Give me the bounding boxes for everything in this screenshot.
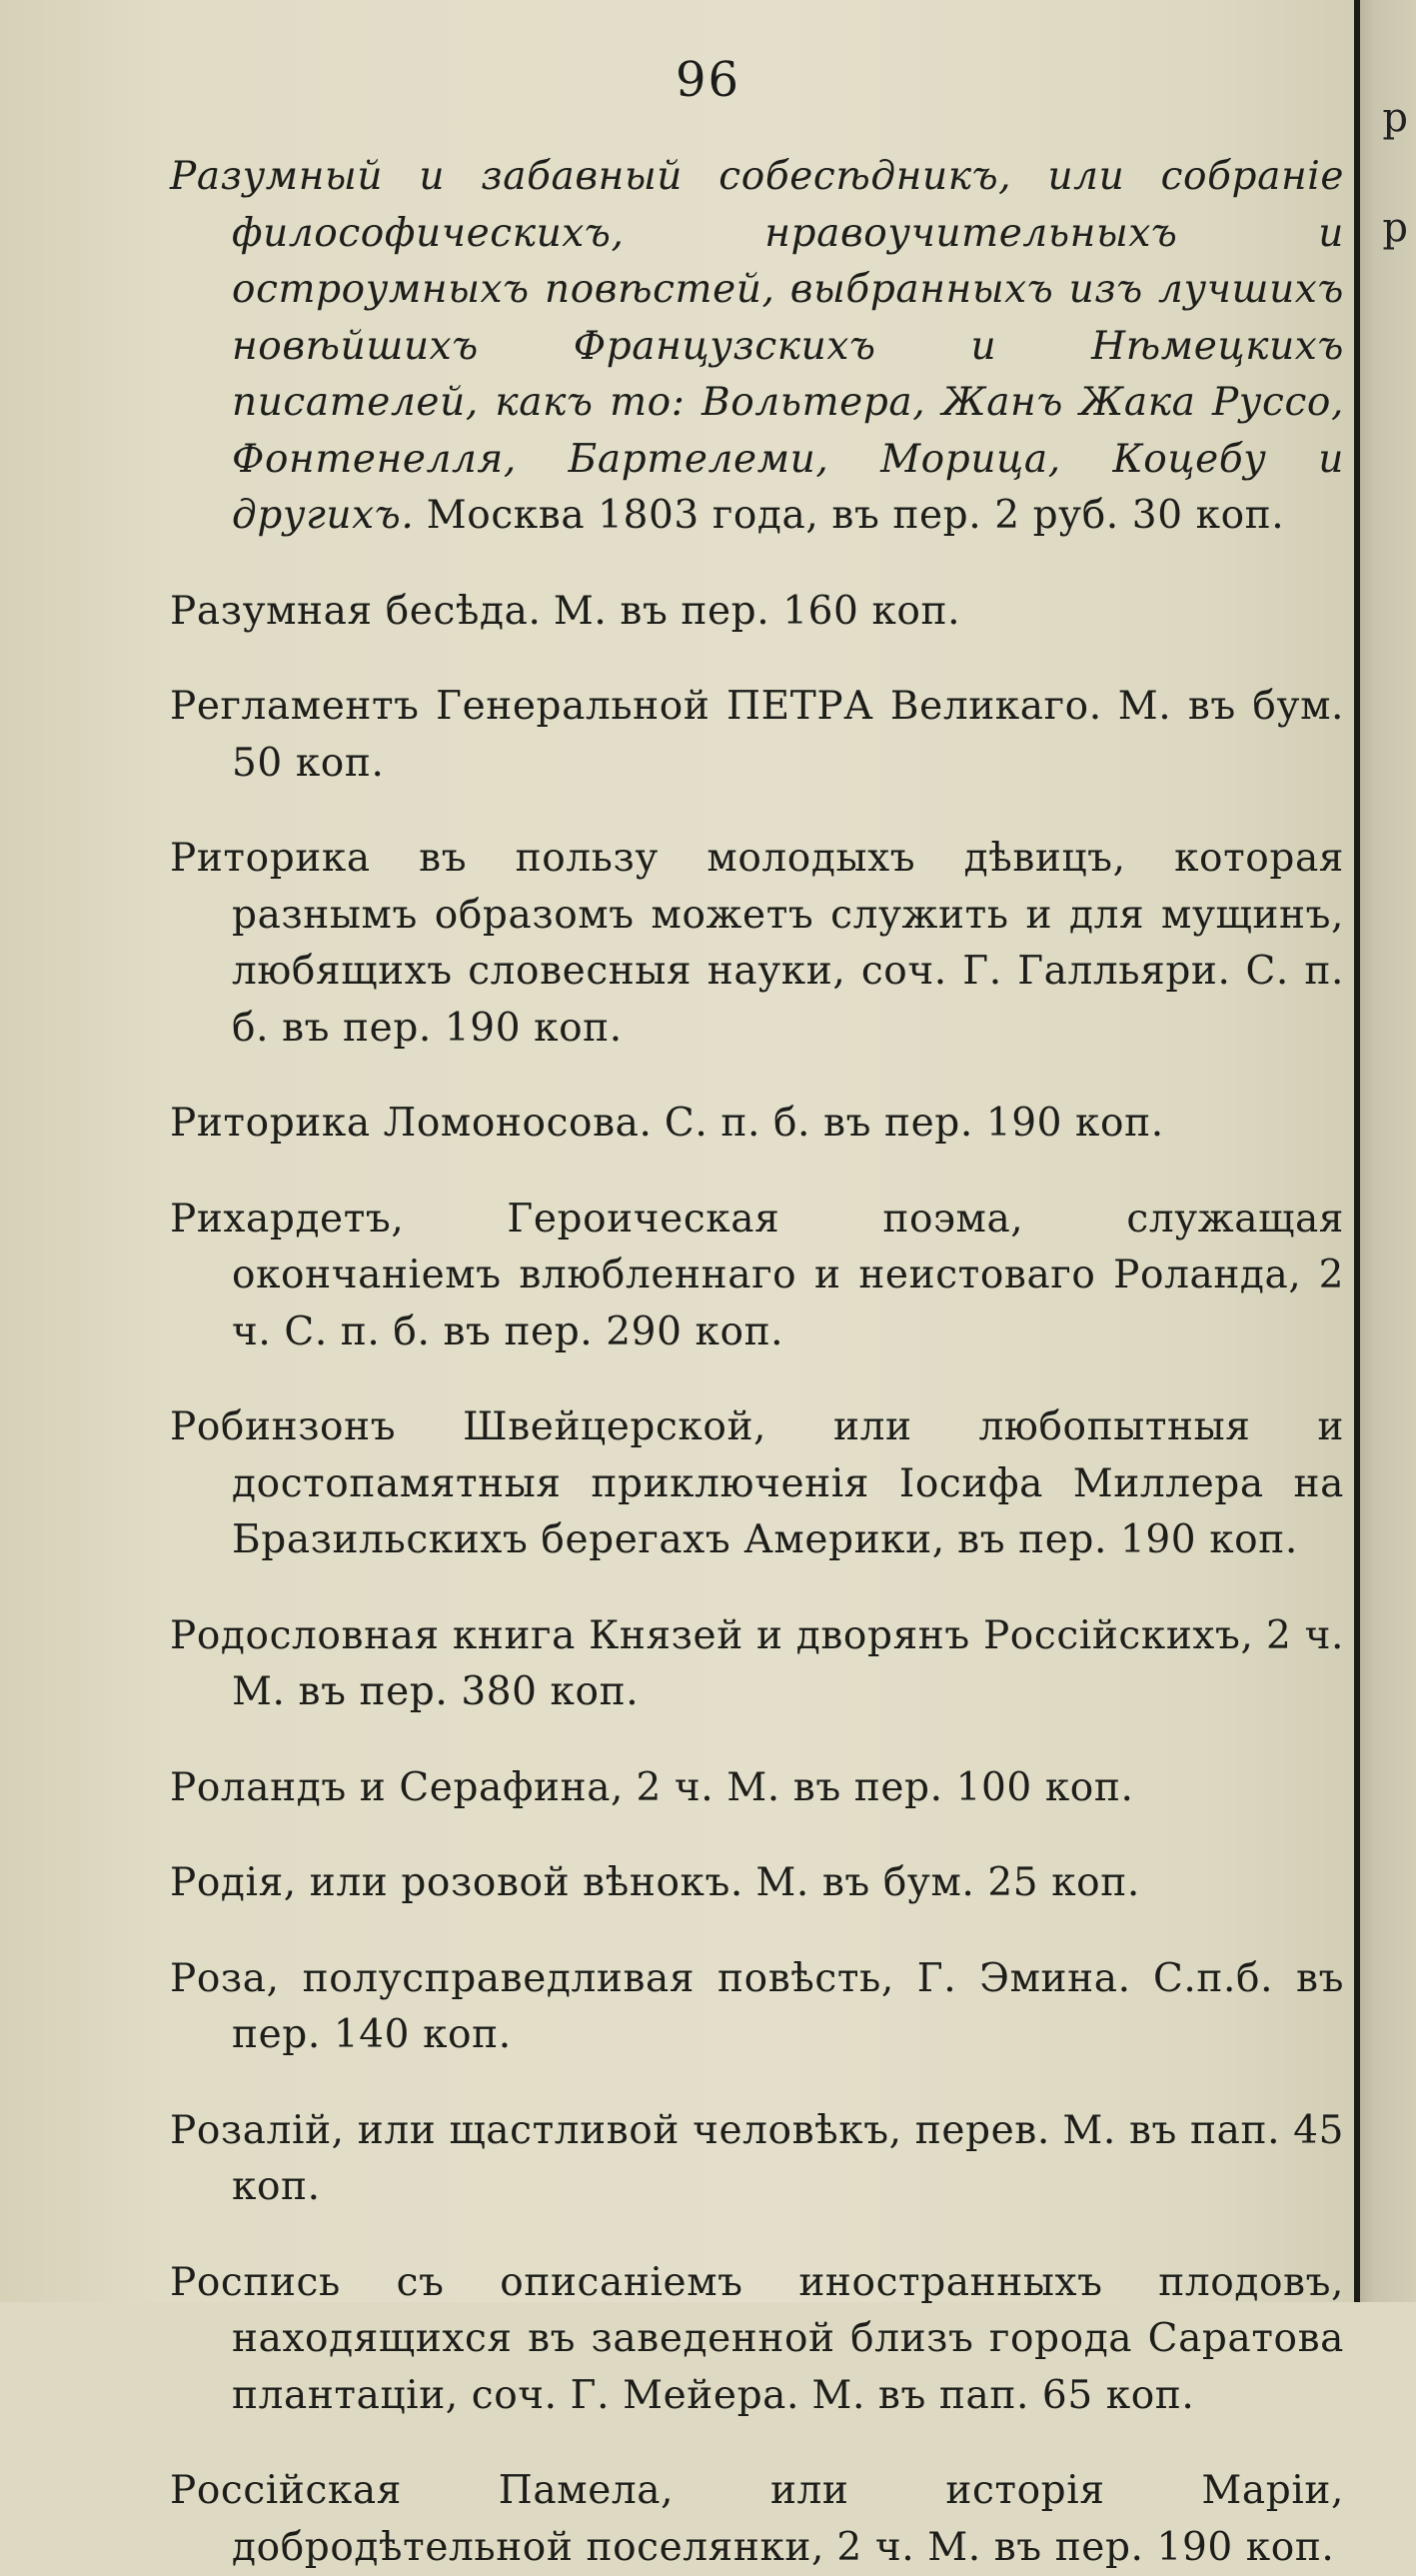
catalog-entry [170, 1399, 1344, 1569]
entry-publication: въ пер. 190 коп. [957, 1517, 1298, 1562]
page-number: 96 [675, 52, 741, 108]
entry-publication: М. въ пап. 45 коп. [232, 2107, 1344, 2209]
entry-title: Рихардетъ, Героическая поэма, служащая окончаніемъ влюбленнаго и неистоваго Роланда, [170, 1196, 1344, 1297]
entry-publication: М. въ пап. 65 коп. [811, 2372, 1195, 2418]
catalog-entry [170, 149, 1344, 545]
edge-letter-2: р [1382, 205, 1408, 251]
entry-publication: Москва 1803 года, въ пер. 2 руб. 30 коп. [426, 493, 1285, 538]
catalog-entry [170, 679, 1344, 792]
entry-publication: 2 ч. С. п. б. въ пер. 290 коп. [232, 1253, 1344, 1354]
catalog-entry [170, 1760, 1344, 1817]
catalog-entries [170, 110, 1344, 2576]
entry-title: Разумный и забавный собесѣдникъ, или собраніе философическихъ, нравоучительныхъ и остроумныхъ повѣстей, выбранныхъ изъ лучшихъ новѣйшихъ Французскихъ и Нѣмецкихъ писателей, какъ то: Вольтера, Жанъ Жака Руссо, Фонтенелля, Бартелеми, Морица, Коцебу и другихъ. [170, 154, 1344, 538]
catalog-entry [170, 2255, 1344, 2425]
entry-title: Розалій, или щастливой человѣкъ, перев. [170, 2107, 1050, 2153]
entry-title: Родословная книга Князей и дворянъ Россійскихъ, [170, 1612, 1254, 1658]
entry-title: Риторика въ пользу молодыхъ дѣвицъ, которая разнымъ образомъ можетъ служить и для мущинъ, любящихъ словесныя науки, соч. Г. Галльяри. [170, 836, 1344, 994]
entry-publication: С. п. б. въ пер. 190 коп. [232, 949, 1345, 1051]
entry-title: Риторика Ломоносова. [170, 1101, 653, 1146]
entry-publication: М. въ пер. 160 коп. [553, 588, 961, 634]
entry-publication: 2 ч. М. въ пер. 380 коп. [232, 1612, 1344, 1714]
entry-title: Роландъ и Серафина, [170, 1764, 625, 1810]
entry-publication: 2 ч. М. въ пер. 100 коп. [636, 1764, 1134, 1810]
entry-publication: С. п. б. въ пер. 190 коп. [664, 1101, 1164, 1146]
catalog-entry [170, 2463, 1344, 2576]
entry-title: Регламентъ Генеральной ПЕТРА Великаго. [170, 684, 1102, 729]
catalog-entry [170, 584, 1344, 641]
entry-title: Родія, или розовой вѣнокъ. [170, 1860, 743, 1905]
entry-publication: 2 ч. М. въ пер. 190 коп. [836, 2524, 1335, 2570]
edge-letter-1: р [1382, 95, 1408, 141]
entry-publication: М. въ бум. 50 коп. [232, 684, 1344, 786]
catalog-entry [170, 1855, 1344, 1912]
catalog-entry [170, 1608, 1344, 1721]
catalog-entry [170, 2103, 1344, 2216]
catalog-entry [170, 831, 1344, 1057]
catalog-entry [170, 1192, 1344, 1361]
entry-title: Россійская Памела, или исторія Маріи, добродѣтельной поселянки, [170, 2468, 1344, 2570]
catalog-entry [170, 1951, 1344, 2064]
entry-title: Роза, полусправедливая повѣсть, Г. Эмина. [170, 1955, 1131, 2001]
catalog-entry [170, 1096, 1344, 1153]
entry-title: Робинзонъ Швейцерской, или любопытныя и достопамятныя приключенія Іосифа Миллера на Бразильскихъ берегахъ Америки, [170, 1404, 1344, 1562]
entry-title: Роспись съ описаніемъ иностранныхъ плодовъ, находящихся въ заведенной близъ города Саратова плантаціи, соч. Г. Мейера. [170, 2259, 1344, 2418]
entry-publication: С.п.б. въ пер. 140 коп. [232, 1955, 1345, 2057]
entry-publication: М. въ бум. 25 коп. [755, 1860, 1140, 1905]
next-page-edge [1354, 0, 1416, 2302]
entry-title: Разумная бесѣда. [170, 588, 542, 634]
